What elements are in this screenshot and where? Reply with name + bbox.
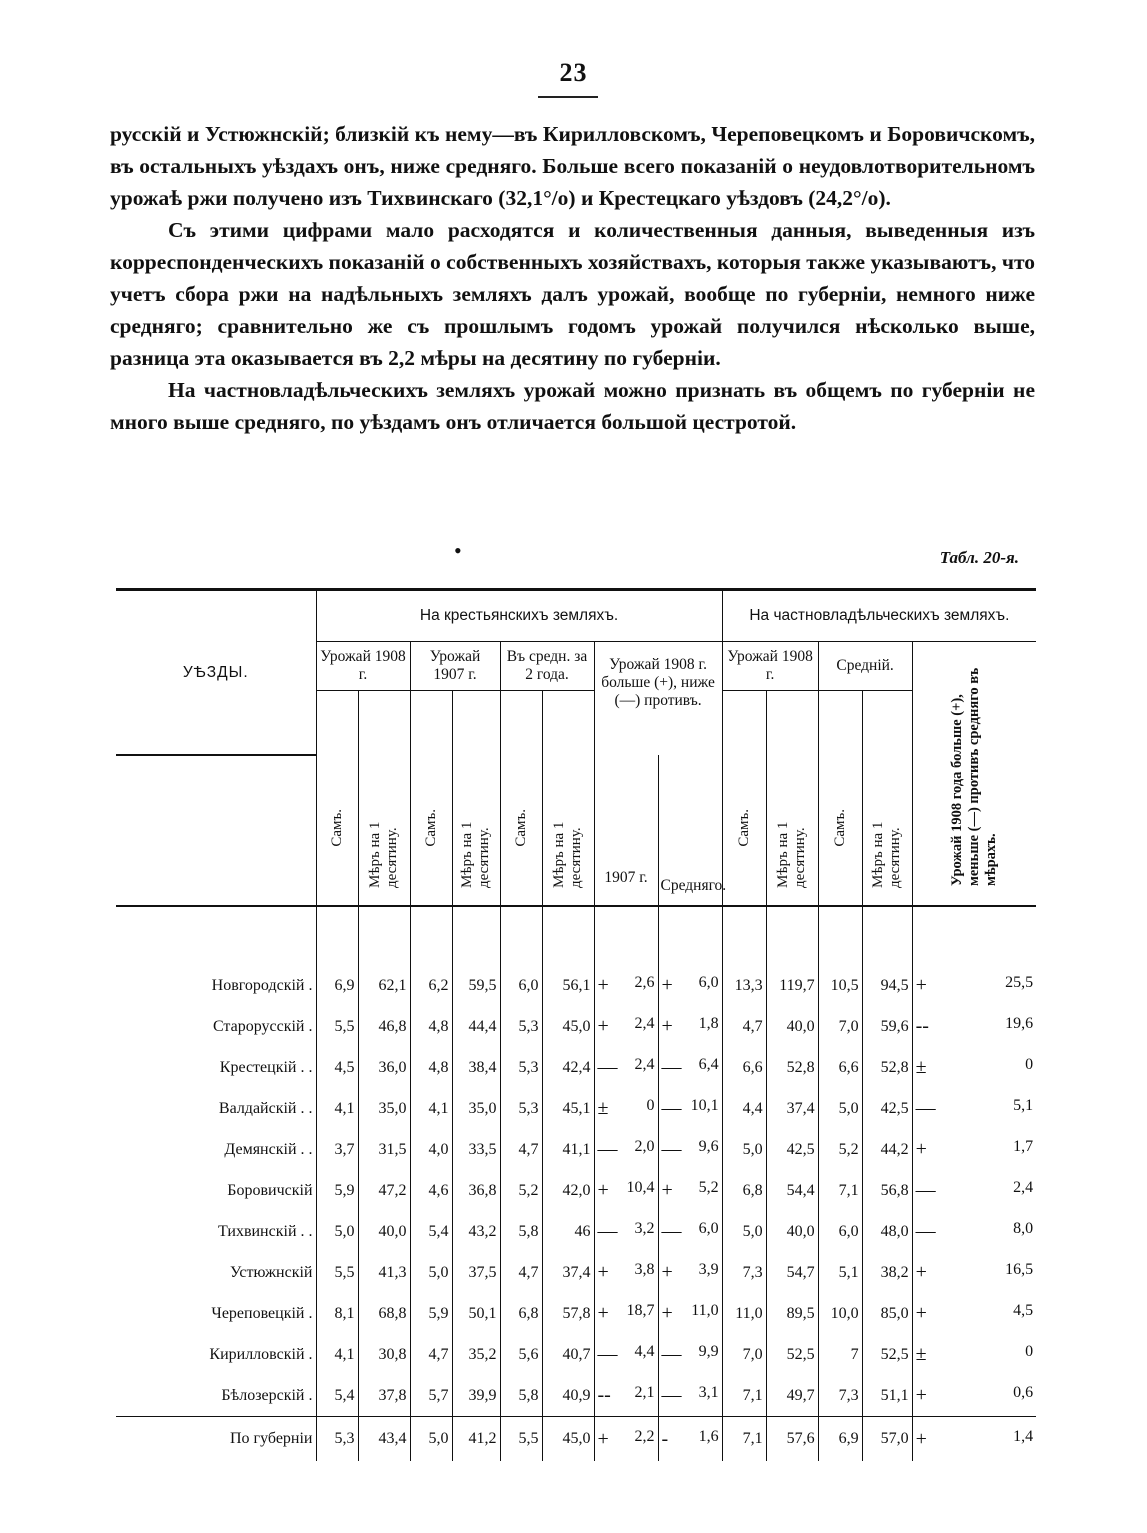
cell-mer-1907: 37,5 (452, 1252, 500, 1293)
cell-sam-1908: 5,5 (316, 1252, 358, 1293)
group-peasant-header: На крестьянскихъ земляхъ. (316, 590, 722, 642)
cell-mer-1908: 47,2 (358, 1170, 410, 1211)
col-private-sam-avg-text: Самъ. (831, 808, 848, 847)
cell-private-sam-1908: 7,1 (722, 1375, 766, 1417)
cell-mer-avg: 46 (542, 1211, 594, 1252)
diff-value: 1,7 (1013, 1138, 1034, 1155)
table-row (116, 965, 1036, 1006)
diff-value: 19,6 (1005, 1015, 1034, 1032)
col-sam-avg (500, 755, 542, 906)
cell-private-mer-1908: 89,5 (766, 1293, 818, 1334)
col-mer-1907-text: Мѣръ на 1 десятину. (459, 821, 492, 888)
cell-private-sam-1908: 4,7 (722, 1006, 766, 1047)
sign-mark: + (661, 1302, 673, 1324)
cell-vs-avg (658, 1375, 722, 1417)
sign-mark: — (661, 1384, 682, 1406)
sign-mark: + (915, 1261, 927, 1283)
diff-value: 2,4 (634, 1056, 655, 1073)
cell-vs-avg (658, 1293, 722, 1334)
sign-mark: — (915, 1179, 936, 1201)
cell-mer-1908: 68,8 (358, 1293, 410, 1334)
sign-mark: ± (597, 1097, 609, 1119)
diff-value: 0 (1025, 1056, 1034, 1073)
cell-private-sam-avg: 5,1 (818, 1252, 862, 1293)
header-harvest-1908: Урожай 1908 г. (316, 642, 410, 691)
cell-private-diff (912, 1375, 1036, 1417)
cell-vs-avg (658, 1417, 722, 1462)
cell-sam-avg: 6,0 (500, 965, 542, 1006)
header-private-avg: Средній. (818, 642, 912, 691)
sign-mark: + (661, 1179, 673, 1201)
cell-private-mer-1908: 37,4 (766, 1088, 818, 1129)
table-row (116, 1293, 1036, 1334)
cell-mer-1908: 36,0 (358, 1047, 410, 1088)
cell-mer-1907: 35,2 (452, 1334, 500, 1375)
cell-sam-avg: 6,8 (500, 1293, 542, 1334)
cell-sam-1908: 5,9 (316, 1170, 358, 1211)
sign-mark: + (915, 1427, 927, 1450)
cell-vs-1907 (594, 1417, 658, 1462)
diff-value: 3,8 (634, 1261, 655, 1278)
cell-private-mer-1908: 57,6 (766, 1417, 818, 1462)
sign-mark: + (597, 1015, 609, 1037)
cell-private-diff (912, 1252, 1036, 1293)
sign-mark: - (661, 1427, 669, 1450)
diff-value: 9,9 (698, 1343, 719, 1360)
cell-mer-avg: 37,4 (542, 1252, 594, 1293)
cell-sam-1907: 4,6 (410, 1170, 452, 1211)
col-mer-1907 (452, 755, 500, 906)
table-body (116, 906, 1036, 1461)
diff-value: 4,4 (634, 1343, 655, 1360)
cell-private-diff (912, 1211, 1036, 1252)
diff-value: 6,0 (698, 1220, 719, 1237)
cell-private-sam-avg: 5,0 (818, 1088, 862, 1129)
cell-private-sam-avg: 7,0 (818, 1006, 862, 1047)
cell-private-sam-1908: 11,0 (722, 1293, 766, 1334)
diff-value: 6,0 (698, 974, 719, 991)
cell-mer-avg: 40,7 (542, 1334, 594, 1375)
uezd-name: Боровичскій (227, 1181, 313, 1199)
diff-value: 5,2 (698, 1179, 719, 1196)
diff-value: 16,5 (1005, 1261, 1034, 1278)
total-row (116, 1417, 1036, 1462)
diff-value: 0 (646, 1097, 655, 1114)
diff-value: 2,0 (634, 1138, 655, 1155)
col-private-sam-1908 (722, 755, 766, 906)
diff-value: 4,5 (1013, 1302, 1034, 1319)
cell-sam-1907: 5,7 (410, 1375, 452, 1417)
table-header (116, 590, 1036, 907)
diff-value: 25,5 (1005, 974, 1034, 991)
cell-sam-avg: 5,3 (500, 1088, 542, 1129)
diff-value: 2,1 (634, 1384, 655, 1401)
cell-mer-1907: 50,1 (452, 1293, 500, 1334)
cell-private-mer-avg: 57,0 (862, 1417, 912, 1462)
cell-sam-1908: 4,1 (316, 1088, 358, 1129)
header-private-1908: Урожай 1908 г. (722, 642, 818, 691)
cell-private-mer-1908: 42,5 (766, 1129, 818, 1170)
cell-private-mer-avg: 52,8 (862, 1047, 912, 1088)
cell-mer-1907: 33,5 (452, 1129, 500, 1170)
diff-value: 1,4 (1013, 1427, 1034, 1445)
diff-value: 10,1 (690, 1097, 719, 1114)
uezd-name: Бѣлозерскій . (221, 1386, 313, 1404)
sign-mark: + (661, 1261, 673, 1283)
cell-private-sam-1908: 7,0 (722, 1334, 766, 1375)
cell-sam-1908: 5,0 (316, 1211, 358, 1252)
diff-value: 0,6 (1013, 1384, 1034, 1401)
col-sam-1908 (316, 755, 358, 906)
cell-vs-avg (658, 1006, 722, 1047)
cell-sam-1908: 6,9 (316, 965, 358, 1006)
cell-sam-avg: 5,2 (500, 1170, 542, 1211)
uezd-name: Валдайскій . . (218, 1099, 313, 1117)
diff-value: 2,4 (1013, 1179, 1034, 1196)
cell-private-diff (912, 965, 1036, 1006)
cell-vs-avg (658, 1211, 722, 1252)
cell-vs-1907 (594, 1252, 658, 1293)
cell-private-sam-1908: 6,6 (722, 1047, 766, 1088)
header-diff: Урожай 1908 г. больше (+), ниже (—) противъ. (594, 642, 722, 756)
table-row (116, 1252, 1036, 1293)
col-vs-1907: 1907 г. (594, 755, 658, 906)
cell-vs-avg (658, 1252, 722, 1293)
uezd-name: Демянскій . . (224, 1140, 313, 1158)
sign-mark: + (661, 1015, 673, 1037)
sign-mark: — (915, 1097, 936, 1119)
sign-mark: — (661, 1343, 682, 1365)
uezd-header: УѢЗДЫ. (116, 590, 316, 756)
cell-sam-1908: 5,4 (316, 1375, 358, 1417)
sign-mark: + (915, 974, 927, 996)
uezd-name: Крестецкій . . (219, 1058, 313, 1076)
table-row (116, 1129, 1036, 1170)
cell-private-diff (912, 1170, 1036, 1211)
col-private-mer-avg-text: Мѣръ на 1 десятину. (870, 821, 904, 888)
sign-mark: + (597, 1179, 609, 1201)
cell-vs-avg (658, 965, 722, 1006)
col-sam-avg-text: Самъ. (512, 808, 529, 847)
header-private-diff-text: Урожай 1908 года больше (+), меньше (—) противъ средняго въ мѣрахъ. (948, 667, 999, 886)
uezd-name: Устюжнскій (229, 1263, 313, 1281)
diff-value: 3,1 (698, 1384, 719, 1401)
diff-value: 5,1 (1013, 1097, 1034, 1114)
cell-vs-avg (658, 1170, 722, 1211)
cell-private-mer-1908: 119,7 (766, 965, 818, 1006)
cell-private-mer-avg: 48,0 (862, 1211, 912, 1252)
cell-sam-1908: 5,3 (316, 1417, 358, 1462)
table-row (116, 1334, 1036, 1375)
sign-mark: ± (915, 1343, 927, 1365)
cell-sam-avg: 4,7 (500, 1252, 542, 1293)
sign-mark: + (661, 974, 673, 996)
page-number-rule (538, 96, 598, 98)
cell-sam-1907: 6,2 (410, 965, 452, 1006)
uezd-name: Старорусскій . (212, 1017, 313, 1035)
cell-private-sam-avg: 6,6 (818, 1047, 862, 1088)
sign-mark: + (597, 1302, 609, 1324)
table-row (116, 1375, 1036, 1417)
diff-value: 10,4 (626, 1179, 655, 1196)
sign-mark: — (597, 1343, 618, 1365)
col-private-sam-1908-text: Самъ. (735, 808, 752, 847)
col-mer-1908-text: Мѣръ на 1 десятину. (367, 821, 400, 888)
cell-vs-avg (658, 1088, 722, 1129)
col-mer-avg (542, 755, 594, 906)
cell-private-mer-avg: 56,8 (862, 1170, 912, 1211)
diff-value: 2,2 (634, 1427, 655, 1445)
cell-mer-1907: 38,4 (452, 1047, 500, 1088)
col-sam-1907-text: Самъ. (422, 808, 439, 847)
cell-private-diff (912, 1129, 1036, 1170)
cell-vs-1907 (594, 1211, 658, 1252)
col-vs-avg: Средняго. (658, 755, 722, 906)
cell-private-sam-1908: 5,0 (722, 1211, 766, 1252)
cell-mer-1907: 43,2 (452, 1211, 500, 1252)
sign-mark: — (661, 1097, 682, 1119)
cell-sam-avg: 5,3 (500, 1006, 542, 1047)
cell-mer-1908: 35,0 (358, 1088, 410, 1129)
cell-vs-1907 (594, 1170, 658, 1211)
cell-mer-1907: 39,9 (452, 1375, 500, 1417)
cell-private-sam-avg: 5,2 (818, 1129, 862, 1170)
cell-private-mer-1908: 40,0 (766, 1006, 818, 1047)
cell-private-mer-avg: 44,2 (862, 1129, 912, 1170)
cell-private-sam-1908: 6,8 (722, 1170, 766, 1211)
spacer-row (116, 906, 1036, 965)
diff-value: 2,6 (634, 974, 655, 991)
stray-dot: • (454, 538, 462, 563)
cell-sam-1908: 8,1 (316, 1293, 358, 1334)
diff-value: 6,4 (698, 1056, 719, 1073)
cell-sam-avg: 5,8 (500, 1211, 542, 1252)
cell-mer-1908: 31,5 (358, 1129, 410, 1170)
header-harvest-1907: Урожай 1907 г. (410, 642, 500, 691)
cell-private-mer-avg: 59,6 (862, 1006, 912, 1047)
cell-mer-avg: 56,1 (542, 965, 594, 1006)
cell-private-sam-avg: 6,0 (818, 1211, 862, 1252)
sign-mark: — (597, 1138, 618, 1160)
sign-mark: ± (915, 1056, 927, 1078)
cell-mer-1907: 35,0 (452, 1088, 500, 1129)
cell-mer-avg: 40,9 (542, 1375, 594, 1417)
cell-mer-1908: 46,8 (358, 1006, 410, 1047)
col-private-mer-1908-text: Мѣръ на 1 десятину. (775, 821, 809, 888)
cell-sam-1908: 5,5 (316, 1006, 358, 1047)
uezd-name: Новгородскій . (211, 976, 313, 994)
cell-private-mer-avg: 51,1 (862, 1375, 912, 1417)
cell-private-mer-1908: 54,4 (766, 1170, 818, 1211)
cell-private-diff (912, 1293, 1036, 1334)
cell-private-sam-1908: 13,3 (722, 965, 766, 1006)
sign-mark: — (661, 1138, 682, 1160)
cell-sam-avg: 5,8 (500, 1375, 542, 1417)
cell-private-mer-avg: 38,2 (862, 1252, 912, 1293)
diff-value: 3,2 (634, 1220, 655, 1237)
cell-mer-avg: 45,0 (542, 1417, 594, 1462)
cell-sam-avg: 4,7 (500, 1129, 542, 1170)
diff-value: 2,4 (634, 1015, 655, 1032)
cell-private-diff (912, 1047, 1036, 1088)
page-number: 23 (559, 58, 588, 87)
sign-mark: — (661, 1056, 682, 1078)
sign-mark: — (661, 1220, 682, 1242)
diff-value: 8,0 (1013, 1220, 1034, 1237)
cell-sam-1907: 4,7 (410, 1334, 452, 1375)
col-sam-1907 (410, 755, 452, 906)
cell-sam-1907: 5,4 (410, 1211, 452, 1252)
cell-sam-1908: 4,5 (316, 1047, 358, 1088)
cell-private-diff (912, 1334, 1036, 1375)
diff-value: 1,6 (698, 1427, 719, 1445)
cell-private-sam-avg: 6,9 (818, 1417, 862, 1462)
paragraph: Съ этими цифрами мало расходятся и количественныя данныя, выведенныя изъ корреспонденческихъ показаній о собственныхъ хозяйствахъ, которыя также указываютъ, что учетъ сбора ржи на надѣльныхъ земляхъ далъ урожай, вообще по губерніи, немного ниже средняго; сравнительно же съ прошлымъ годомъ урожай получился нѣсколько выше, разница эта оказывается въ 2,2 мѣры на десятину по губерніи. (110, 218, 1035, 370)
cell-private-mer-1908: 52,5 (766, 1334, 818, 1375)
diff-value: 0 (1025, 1343, 1034, 1360)
cell-mer-1907: 41,2 (452, 1417, 500, 1462)
table-label: Табл. 20-я. (939, 548, 1019, 567)
cell-mer-1908: 37,8 (358, 1375, 410, 1417)
harvest-table-wrap (116, 588, 1036, 1461)
cell-sam-1907: 5,0 (410, 1417, 452, 1462)
cell-sam-avg: 5,6 (500, 1334, 542, 1375)
col-private-mer-avg (862, 755, 912, 906)
table-row (116, 1006, 1036, 1047)
header-avg-2-years: Въ средн. за 2 года. (500, 642, 594, 691)
cell-sam-1907: 4,8 (410, 1006, 452, 1047)
col-sam-1908-text: Самъ. (328, 808, 345, 847)
col-mer-avg-text: Мѣръ на 1 десятину. (551, 821, 584, 888)
cell-vs-1907 (594, 1375, 658, 1417)
cell-mer-1907: 44,4 (452, 1006, 500, 1047)
cell-private-mer-1908: 54,7 (766, 1252, 818, 1293)
cell-private-mer-avg: 85,0 (862, 1293, 912, 1334)
diff-value: 18,7 (626, 1302, 655, 1319)
cell-vs-1907 (594, 1006, 658, 1047)
sign-mark: + (915, 1302, 927, 1324)
cell-vs-1907 (594, 1047, 658, 1088)
sign-mark: + (597, 1261, 609, 1283)
cell-vs-avg (658, 1129, 722, 1170)
header-private-diff (912, 642, 1036, 907)
paragraph: русскій и Устюжнскій; близкій къ нему—въ Кирилловскомъ, Череповецкомъ и Боровичскомъ, въ остальныхъ уѣздахъ онъ, ниже средняго. Больше всего показаній о неудовлотворительномъ урожаѣ ржи получено изъ Тихвинскаго (32,1°/o) и Крестецкаго уѣздовъ (24,2°/o). (110, 122, 1035, 210)
cell-private-mer-avg: 52,5 (862, 1334, 912, 1375)
cell-private-mer-1908: 40,0 (766, 1211, 818, 1252)
cell-mer-avg: 42,4 (542, 1047, 594, 1088)
table-row (116, 1170, 1036, 1211)
cell-mer-1908: 40,0 (358, 1211, 410, 1252)
sign-mark: — (597, 1220, 618, 1242)
cell-vs-1907 (594, 1334, 658, 1375)
diff-value: 1,8 (698, 1015, 719, 1032)
cell-sam-1907: 4,8 (410, 1047, 452, 1088)
sign-mark: + (915, 1138, 927, 1160)
col-mer-1908 (358, 755, 410, 906)
cell-private-mer-avg: 94,5 (862, 965, 912, 1006)
paragraph: На частновладѣльческихъ земляхъ урожай можно признать въ общемъ по губерніи не много выше средняго, по уѣздамъ онъ отличается большой цестротой. (110, 378, 1035, 434)
cell-vs-avg (658, 1334, 722, 1375)
table-row (116, 1047, 1036, 1088)
cell-mer-1908: 62,1 (358, 965, 410, 1006)
cell-sam-avg: 5,3 (500, 1047, 542, 1088)
table-row (116, 1211, 1036, 1252)
cell-private-mer-1908: 49,7 (766, 1375, 818, 1417)
uezd-name: Череповецкій . (211, 1304, 313, 1322)
cell-private-sam-avg: 7 (818, 1334, 862, 1375)
cell-private-sam-avg: 10,0 (818, 1293, 862, 1334)
cell-sam-1907: 5,0 (410, 1252, 452, 1293)
cell-vs-1907 (594, 1129, 658, 1170)
col-private-mer-1908 (766, 755, 818, 906)
uezd-name: Тихвинскій . . (218, 1222, 313, 1240)
cell-private-sam-1908: 7,1 (722, 1417, 766, 1462)
sign-mark: -- (915, 1015, 929, 1037)
col-private-sam-avg (818, 755, 862, 906)
cell-mer-1907: 36,8 (452, 1170, 500, 1211)
uezd-name: По губерніи (116, 1417, 316, 1462)
group-private-header: На частновладѣльческихъ земляхъ. (722, 590, 1036, 642)
table-row (116, 1088, 1036, 1129)
harvest-table (116, 588, 1036, 1461)
cell-vs-1907 (594, 1088, 658, 1129)
cell-mer-avg: 45,0 (542, 1006, 594, 1047)
cell-sam-1908: 3,7 (316, 1129, 358, 1170)
cell-mer-1908: 43,4 (358, 1417, 410, 1462)
cell-private-sam-avg: 10,5 (818, 965, 862, 1006)
cell-mer-avg: 45,1 (542, 1088, 594, 1129)
body-text (110, 118, 1035, 438)
cell-mer-avg: 41,1 (542, 1129, 594, 1170)
cell-vs-avg (658, 1047, 722, 1088)
cell-vs-1907 (594, 965, 658, 1006)
cell-sam-1908: 4,1 (316, 1334, 358, 1375)
cell-mer-1908: 30,8 (358, 1334, 410, 1375)
cell-private-sam-1908: 4,4 (722, 1088, 766, 1129)
sign-mark: + (915, 1384, 927, 1406)
diff-value: 11,0 (691, 1302, 719, 1319)
cell-mer-avg: 57,8 (542, 1293, 594, 1334)
cell-sam-1907: 4,0 (410, 1129, 452, 1170)
cell-private-sam-avg: 7,1 (818, 1170, 862, 1211)
diff-value: 3,9 (698, 1261, 719, 1278)
sign-mark: + (597, 974, 609, 996)
cell-private-sam-1908: 7,3 (722, 1252, 766, 1293)
cell-sam-avg: 5,5 (500, 1417, 542, 1462)
cell-private-sam-avg: 7,3 (818, 1375, 862, 1417)
sign-mark: -- (597, 1384, 611, 1406)
cell-sam-1907: 4,1 (410, 1088, 452, 1129)
cell-private-mer-avg: 42,5 (862, 1088, 912, 1129)
cell-private-mer-1908: 52,8 (766, 1047, 818, 1088)
cell-private-diff (912, 1417, 1036, 1462)
cell-private-sam-1908: 5,0 (722, 1129, 766, 1170)
cell-sam-1907: 5,9 (410, 1293, 452, 1334)
sign-mark: — (597, 1056, 618, 1078)
cell-mer-1907: 59,5 (452, 965, 500, 1006)
uezd-name: Кирилловскій . (209, 1345, 313, 1363)
cell-private-diff (912, 1006, 1036, 1047)
sign-mark: — (915, 1220, 936, 1242)
cell-vs-1907 (594, 1293, 658, 1334)
sign-mark: + (597, 1427, 609, 1450)
cell-mer-avg: 42,0 (542, 1170, 594, 1211)
cell-private-diff (912, 1088, 1036, 1129)
diff-value: 9,6 (698, 1138, 719, 1155)
cell-mer-1908: 41,3 (358, 1252, 410, 1293)
